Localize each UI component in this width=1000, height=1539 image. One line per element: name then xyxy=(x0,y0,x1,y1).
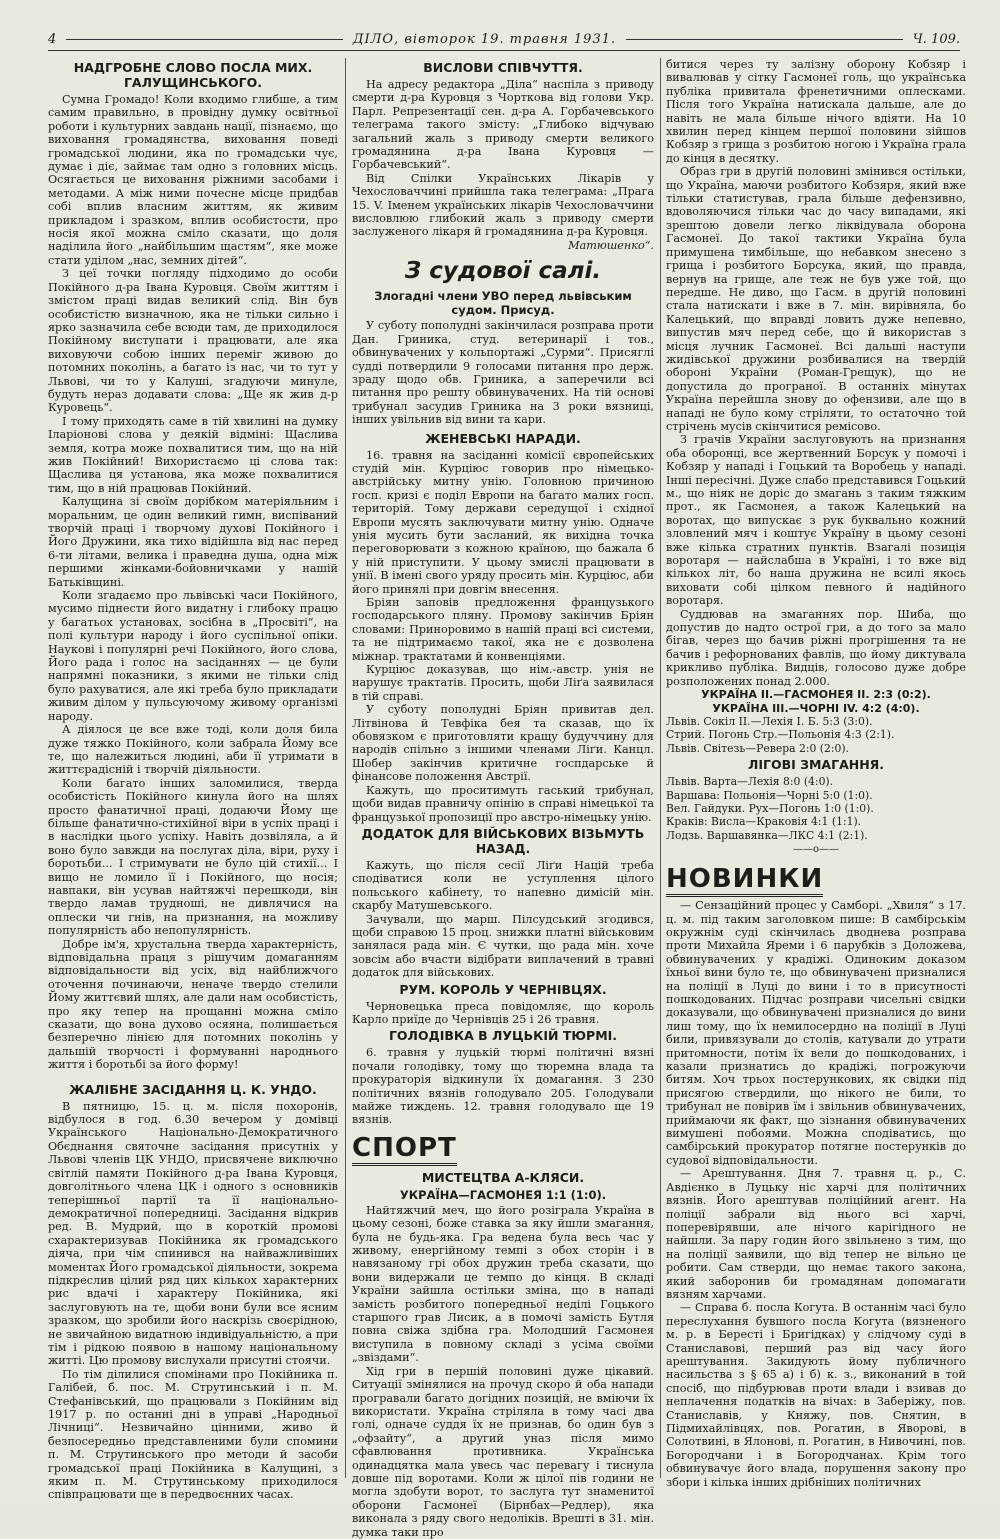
paragraph: Зачували, що марш. Пілсудський згодився, щоби справою 15 проц. знижки платні військовим занялася рада мін. Є чутки, що рада мін. хоче зовсім або вчасти відібрати виплачений в травні додаток для військових. xyxy=(352,912,654,980)
article-title: ЛІГОВІ ЗМАГАННЯ. xyxy=(747,757,885,773)
score-line: Стрий. Погонь Стр.—Польонія 4:3 (2:1). xyxy=(666,728,895,742)
paragraph: По тім ділилися спомінами про Покійника п. Галібей, б. пос. М. Струтинський і п. М. Стефанівський, що працювали з Покійним від 1917 р. по останні дні в управі „Народньої Лічниці“. Незвичайно цінними, живо й безпосередньо представленими були спомини п. М. Струтинського про методи й засоби громадської праці Покійника в Калущині, з яким п. М. Струтинському приходилося співпрацювати ще в передвоєнних часах. xyxy=(48,1367,338,1502)
score-line: Варшава: Польонія—Чорні 5:0 (1:0). xyxy=(666,788,873,802)
paragraph: З грачів України заслуговують на признання оба оборонці, все жертвенний Борсук у помочі і Кобзяр у нападі і Гоцький та Воробець у нападі. Інші пересічні. Дуже слабо представився Гоцький м., що ніяк не доріс до змагань з таким тяжким прот., як Гасмонея, а також Калецький на воротах, що випускає з рук буквально кожний зловлений мяч і коштує Україну в цьому сезоні вже кілька стратних пунктів. Взагалі позиція воротаря — найслабша в Україні, і то вже від кількох літ, бо наша дружина не всилі якось виховати собі цілком певного й надійного воротаря. xyxy=(666,433,966,608)
column-2 xyxy=(352,58,654,1539)
score-list xyxy=(666,688,966,755)
paragraph: Коли багато інших заломилися, тверда особистість Покійного кинула його на шлях просто фанатичної праці, додаючи Йому ще більше фанатично-стихійної віри в успіх праці і в наслідки цього успіху. Навіть дозвіляла, а й воно було завжди на послугах діла, віри, руху і боротьби... І стримувати не було цій стихії... І вищо не ломило її і Покійного, що носія; навпаки, він усував найтяжчі перешкоди, він твердо ламав трудноші, не дивлячися на оплески чи гнів, на признання, на можливу популярність або непопулярність. xyxy=(48,776,338,938)
paragraph: У суботу пополудні Бріян привитав дел. Літвінова й Тевфіка бея та сказав, що їх обовязком є приготовляти кращу будуччину для народів спільно з іншими членами Ліґи. Канцл. Шобер закінчив критичне госпдарське й фінансове положення Австрії. xyxy=(352,703,654,784)
score-line: Краків: Висла—Краковія 4:1 (1:1). xyxy=(666,815,862,829)
article-subtitle: УКРАЇНА—ГАСМОНЕЯ 1:1 (1:0). xyxy=(399,1187,607,1202)
score-list xyxy=(666,775,966,842)
masthead-rule-left xyxy=(66,39,343,40)
divider: ——o—— xyxy=(792,844,840,856)
paragraph: Найтяжчий меч, що його розіграла Україна в цьому сезоні, боже ставка за яку йшли змагання, була не будь-яка. Гра ведена була весь час у живому, енергійному темпі з обох сторін і в навязаному грі обох дружин треба сказати, що вони видержали це темпо до кінця. В складі України зайшла остільки зміна, що в нападі замість розбитого попередньої неділі Гоцького старшого грав Лисик, а в помочі замість Бутля повна свіжа здібна гра. Молодший Гасмонея виступила в повному складі з усіма своїми „звіздами“. xyxy=(352,1203,654,1365)
paragraph: 6. травня у луцькій тюрмі політичні вязні почали голодівку, тому що тюремна влада та прокураторія відкинули їх домагання. З 230 політичних вязнів голодувало 205. Голодували майже тиждень. 12. травня голодувало ще 19 вязнів. xyxy=(352,1046,654,1127)
paragraph: Черновецька преса повідомляє, що король Карло приїде до Чернівців 25 і 26 травня. xyxy=(352,999,654,1026)
paragraph: Калущина зі своїм дорібком матеріяльним і моральним, це один великий гимн, виспіваний творчій праці і творчому духові Покійного і Його Дружини, яка тихо відійшла від нас перед 6-ти літами, велика і праведна душа, одна між першими жінками-бойовничками у нашій Батьківщині. xyxy=(48,495,338,589)
paragraph: Образ гри в другій половині змінився остільки, що Україна, маючи розбитого Кобзяря, який вже тільки статистував, грала більше дефензивно, вдоволяючися тільки час до часу випадами, які зрештою довели легко ліквідувала оборона Гасмонеї. До такої тактики Україна була примушена тимбільше, що небавком знесено з грища і розбитого Борсука, який, що правда, вернув на грище, але теж не був уже той, що передше. Не диво, що Гасм. в другій половині стала натискати і вже в 7. мін. вирівняла, бо Калецький, що вправді ловить дуже непевно, випустив мяч перед себе, що й використав з місця лучник Гасмонеї. Всі дальші наступи жидівської дружини розбивалися на твердій обороні України (Роман-Грещук), що не допустила до програної. В останніх мінутах Україна перейшла знову до офензиви, але що в нападі не було кому стріляти, то остаточно той стрічень мусів скінчитися ремісово. xyxy=(666,165,966,433)
column-3 xyxy=(666,58,966,1488)
paragraph: Хід гри в першій половині дуже цікавий. Ситуації змінялися на прочуд скоро й оба напади програвали багато догідних позицій, не вміючи їх використати. Україна стріляла в тому часі два голі, одначе суддя їх не признав, бо один був з „офзайту“, а другий уназ після мимо сфавлювання противника. Українська одинадцятка мала увесь час перевагу і тиснула довше під воротами. Коли ж цілої пів години не могла здобути ворот, то заслуга тут знаменитої оборони Гасмонеї (Бірнбах—Редлер), яка виконала з ряду свого недоліків. Врешті в 31. мін. думка таки про xyxy=(352,1364,654,1539)
score-line: Львів. Світезь—Ревера 2:0 (2:0). xyxy=(666,741,850,755)
paragraph: В пятницю, 15. ц. м. після похоронів, відбулося в год. 6.30 вечером у домівці Українського Національно-Демократичного Обєднання святочне засідання присутніх у Львові членів ЦК УНДО, присвячене виключно світлій памяти Покійного д-ра Івана Куровця, довголітнього члена ЦК і одного з основників теперішньої партії та її національно-демократичної попередниці. Засідання відкрив ред. В. Мудрий, що в короткій промові схарактеризував Покійника як громадського діяча, при чім спинився на найважливіших моментах Його громадської діяльности, зокрема підкреслив цілий ряд цих кількох характерних рис вдачі і характеру Покійника, які заслуговують на те, щоби вони були все ясним зразком, що зробили його наскрізь своєрідною, не звичайною видатною індивідуальністю, а при тім і рідкою появою в нашому національному житті. Цю промову вислухали присутні стоячи. xyxy=(48,1099,338,1368)
paragraph: Від Спілки Українських Лікарів у Чехословаччині прийшла така телеграма: „Прага 15. V. Іменем українських лікарів Чехословаччини висловлюю глибокий жаль з приводу смерти заслуженого лікаря й громадянина д-ра Куровця. xyxy=(352,171,654,239)
paragraph: 16. травня на засіданні комісії європейських студій мін. Курціюс говорив про німецько-австрійську митну унію. Головною причиною госп. кризі є поділ Европи на багато малих госп. територій. Тому держави середущої і східної Европи мусять заключувати митну унію. Одначе унія мусить бути засланий, як вихідна точка переговорювати з кожною країною, що бажала б у ній приступити. У цьому змислі працювати в унії. В імені свого уряду просить мін. Курціюс, аби його принялі при довгім внесення. xyxy=(352,448,654,596)
column-rule-1 xyxy=(345,58,346,1478)
article-title: РУМ. КОРОЛЬ У ЧЕРНІВЦЯХ. xyxy=(399,981,607,997)
issue-number: Ч. 109. xyxy=(912,31,960,47)
paragraph: Курціюс доказував, що нім.-австр. унія не нарушує трактатів. Просить, щоби Ліґа заявилася в тій справі. xyxy=(352,663,654,703)
signature: Матюшенко“. xyxy=(568,238,654,252)
masthead-rule-right xyxy=(626,39,903,40)
paragraph: — Арештування. Дня 7. травня ц. р., С. Авдієнко в Луцьку ніс харчі для політичних вязнів. Його арештував поліційний агент. На поліції забрали від нього всі харчі, поперевірявши, але нічого карігідного не найшли. За пару годин його звільнено з тим, що на поліції заявили, що від тепер не вільно це робити. Сам стверди, що немає такого закона, який заборонив би громадянам допомагати вязням харчами. xyxy=(666,1167,966,1301)
article-title: МИСТЕЦТВА А-КЛЯСИ. xyxy=(421,1169,585,1185)
paragraph: Кажуть, що після сесії Ліґи Націй треба сподіватися коли не уступлення цілого польського кабінету, то напевно димісій мін. скарбу Матушевського. xyxy=(352,858,654,913)
article-subtitle: Злогадні члени УВО перед львівським судом. Присуд. xyxy=(374,289,632,318)
paragraph: А діялося це все вже тоді, коли доля била дуже тяжко Покійного, коли забрала Йому все те, що належиться людині, аби її утримати в життєрадісній і творчій діяльности. xyxy=(48,723,338,777)
paragraph: У суботу пополудні закінчилася розправа проти Дан. Гриника, студ. ветеринарії і тов., обвинувачених у кольпортажі „Сурми“. Присяглі судді потвердили 9 голосами питання про держ. зраду щодо обв. Гриника, а заперечили всі питання про решту обвинувачених. На тій основі трибунал засудив Гриника на 3 роки вязниці, інших увільнив від вини та кари. xyxy=(352,319,654,427)
article-title: ВИСЛОВИ СПІВЧУТТЯ. xyxy=(423,60,583,75)
score-line: Лодзь. Варшавянка—ЛКС 4:1 (2:1). xyxy=(666,828,868,842)
paragraph: Бріян заповів предложення французького господарського пляну. Промову закінчив Бріян словами: Приноровимо в нашій праці всі системи, та не підтримаємо такої, яка не є дозволена міжнар. трактатами й конвенціями. xyxy=(352,596,654,663)
masthead xyxy=(48,28,960,50)
score-line: УКРАЇНА II.—ГАСМОНЕЯ II. 2:3 (0:2). xyxy=(701,688,931,702)
score-line: Львів. Варта—Лехія 8:0 (4:0). xyxy=(666,775,834,789)
paragraph: Суддював на змаганнях пор. Шиба, що допустив до надто острої гри, а до того за мало бігав, через що бачив ріжні прогрішення та не бачив і рефорнованих фавлів, що йому диктувала крикливо публіка. Видців, голосово дуже добре розположених понад 2.000. xyxy=(666,607,966,688)
masthead-title-date: ДІЛО, вівторок 19. травня 1931. xyxy=(352,31,617,47)
header-rule xyxy=(48,50,960,51)
paragraph: Коли згадаємо про львівські часи Покійного, мусимо піднести його видатну і глибоку працю у багатьох установах, зосібна в „Просвіті“, на полі культури народу і його суспільної опіки. Наукові і популярні речі Покійного, його слова, Його рада і голос на засіданнях — це були напрямні показники, з якими не тільки слід було рахуватися, але які треба було прикладати живим ділом у пульсуючому живому організмі народу. xyxy=(48,589,338,723)
paragraph: І тому приходять саме в тій хвилині на думку Іларіонові слова у деякій відміні: Щаслива земля, котра може похвалитися тим, що на ній жив Покійний! Вихористаємо ці слова так: Щаслива ця установа, яка може похвалитися тим, що в ній працював Покійний. xyxy=(48,414,338,495)
paragraph: битися через ту залізну оборону Кобзяр і вивалював у сітку Гасмонеї голь, що українська публіка привитала френетичними оплесками. Після того Україна натискала дальше, але до навіть не мала більше нічого вдіяти. На 10 хвилин перед кінцем першої половини зійшов Кобзяр з грища з розбитою ногою і Україна грала до кінця в десятку. xyxy=(666,58,966,165)
score-line: Вел. Гайдуки. Рух—Погонь 1:0 (1:0). xyxy=(666,801,874,815)
paragraph: Добре ім'я, хрустальна тверда характерність, відповідальна праця з рішучим домаганням відповідальности від усіх, від найближчого оточення починаючи, неначе твердо стелили Йому життєвий шлях, але дали нам особистість, про яку тепер на прощанні можна сміло сказати, що вона духово осяяна, полишається безперечно лінією для потомних поколінь у дальшій творчості і формуванні народнього життя і боротьбі за його форму! xyxy=(48,937,338,1072)
article-title: ДОДАТОК ДЛЯ ВІЙСЬКОВИХ ВІЗЬМУТЬ НАЗАД. xyxy=(361,825,645,856)
paragraph: На адресу редактора „Діла“ наспіла з приводу смерти д-ра Куровця з Чорткова від голови Укр. Парл. Репрезентації сен. д-ра А. Горбачевського телеграма такого змісту: „Глибоко відчуваю загальний жаль з приводу смерти великого громадянина д-ра Івана Куровця — Горбачевський“. xyxy=(352,78,654,172)
score-line: Львів. Сокіл II.—Лехія I. Б. 5:3 (3:0). xyxy=(666,714,873,728)
article-title: ЖАЛІБНЕ ЗАСІДАННЯ Ц. К. УНДО. xyxy=(69,1081,317,1097)
news-banner: НОВИНКИ xyxy=(666,864,823,897)
sport-banner: СПОРТ xyxy=(352,1133,457,1166)
section-title: З судової салі. xyxy=(404,258,602,285)
paragraph: Кажуть, що проситимуть гаський трибунал, щоби видав правничу опінію в справі німецької та французької пропозиції про австро-німецьку унію. xyxy=(352,783,654,824)
article-title: НАДГРОБНЕ СЛОВО ПОСЛА МИХ. ГАЛУЩИНСЬКОГО. xyxy=(73,60,313,90)
paragraph: З цеї точки погляду підходимо до особи Покійного д-ра Івана Куровця. Своїм життям і змістом праці видав великий слід. Він був особистістю визначною, яка не тільки сильно і ярко зазначила себе всюди там, де приходилося Покійному виступати і працювати, але яка виховуючи собою інших переміг живою до потомних поколінь, а багато із нас, чи то тут у Львові, чи то у Калуші, згадуючи минуле, будуть нераз додавати слова: „Ще як жив д-р Куровець“. xyxy=(48,267,338,415)
article-title: ЖЕНЕВСЬКІ НАРАДИ. xyxy=(425,430,581,446)
score-line: УКРАЇНА III.—ЧОРНІ IV. 4:2 (4:0). xyxy=(712,701,920,715)
paragraph: — Сензаційний процес у Самборі. „Хвиля“ з 17. ц. м. під таким заголовком пише: В самбірськім окружнім суді скінчилась дводнева розправа проти Михайла Яреми і 6 парубків з Доложева, обвинувачених у крадіжі. Одиноким доказом їхньої вини було те, що обвинувачені призналися на поліції в Луці до вини і то в присутності пошкодованих. Підчас розправи чисельні свідки доказували, що обвинувачені призналися до вини лиш тому, що їх немилосердно на поліції в Луці били, привязували до столів, катували до утрати притомности, потім їх вели до пошкодованих, і казали признатись до крадіжі, погрожуючи битям. Хоч трьох постерункових, як свідки під присягою ствердили, що нікого не били, то трибунал не повірив їм і звільнив обвинувачених, приймаючи як факт, що зізнання обвинувачених вимушені побоями. Можна сподіватись, що самбірський прокуратор потягне постерунків до судової відповідальности. xyxy=(666,899,966,1167)
article-title: ГОЛОДІВКА В ЛУЦЬКІЙ ТЮРМІ. xyxy=(388,1028,618,1044)
page-number: 4 xyxy=(48,31,57,47)
column-1 xyxy=(48,58,338,1502)
paragraph: Сумна Громадо! Коли входимо глибше, а тим самим правильно, в провідну думку освітньої роботи і культурних завдань нації, пізнаємо, що виховання громадянства, виховання поведі громадської людини, яка по громадськи чує, думає і діє, займає там одно з головних місць. Осягається це виховання ріжними засобами і методами. А між ними почесне місце придбав собі вплив власним життям, як живим прикладом і зразком, вплив особистости, про носія якої можна сміло сказати, що доля наділила його „найбільшим щастям“, яке може стати уділом „нас, земних дітей“. xyxy=(48,93,338,267)
paragraph: — Справа б. посла Когута. В останнім часі було переслухання бувшого посла Когута (вязненого м. р. в Бересті і Бригідках) у слідчому суді в Станиславові, перший раз від часу його арештування. Закидують йому публичного насильства з § 65 а) і б) к. з., виконаний в той спосіб, що підбурював проти влади і взивав до неплачення податків на вічах: в Заберіжу, пов. Станиславів, у Княжу, пов. Снятин, в Підмихайлівцях, пов. Рогатин, в Яворові, в Солотвині, в Ялонові, п. Рогатин, в Нивочині, пов. Богородчани і в Богородчанах. Крім того обвинувачує його влада, порушення закону про збори і кілька інших дрібніших політичних xyxy=(666,1301,966,1489)
column-rule-2 xyxy=(660,58,661,1478)
